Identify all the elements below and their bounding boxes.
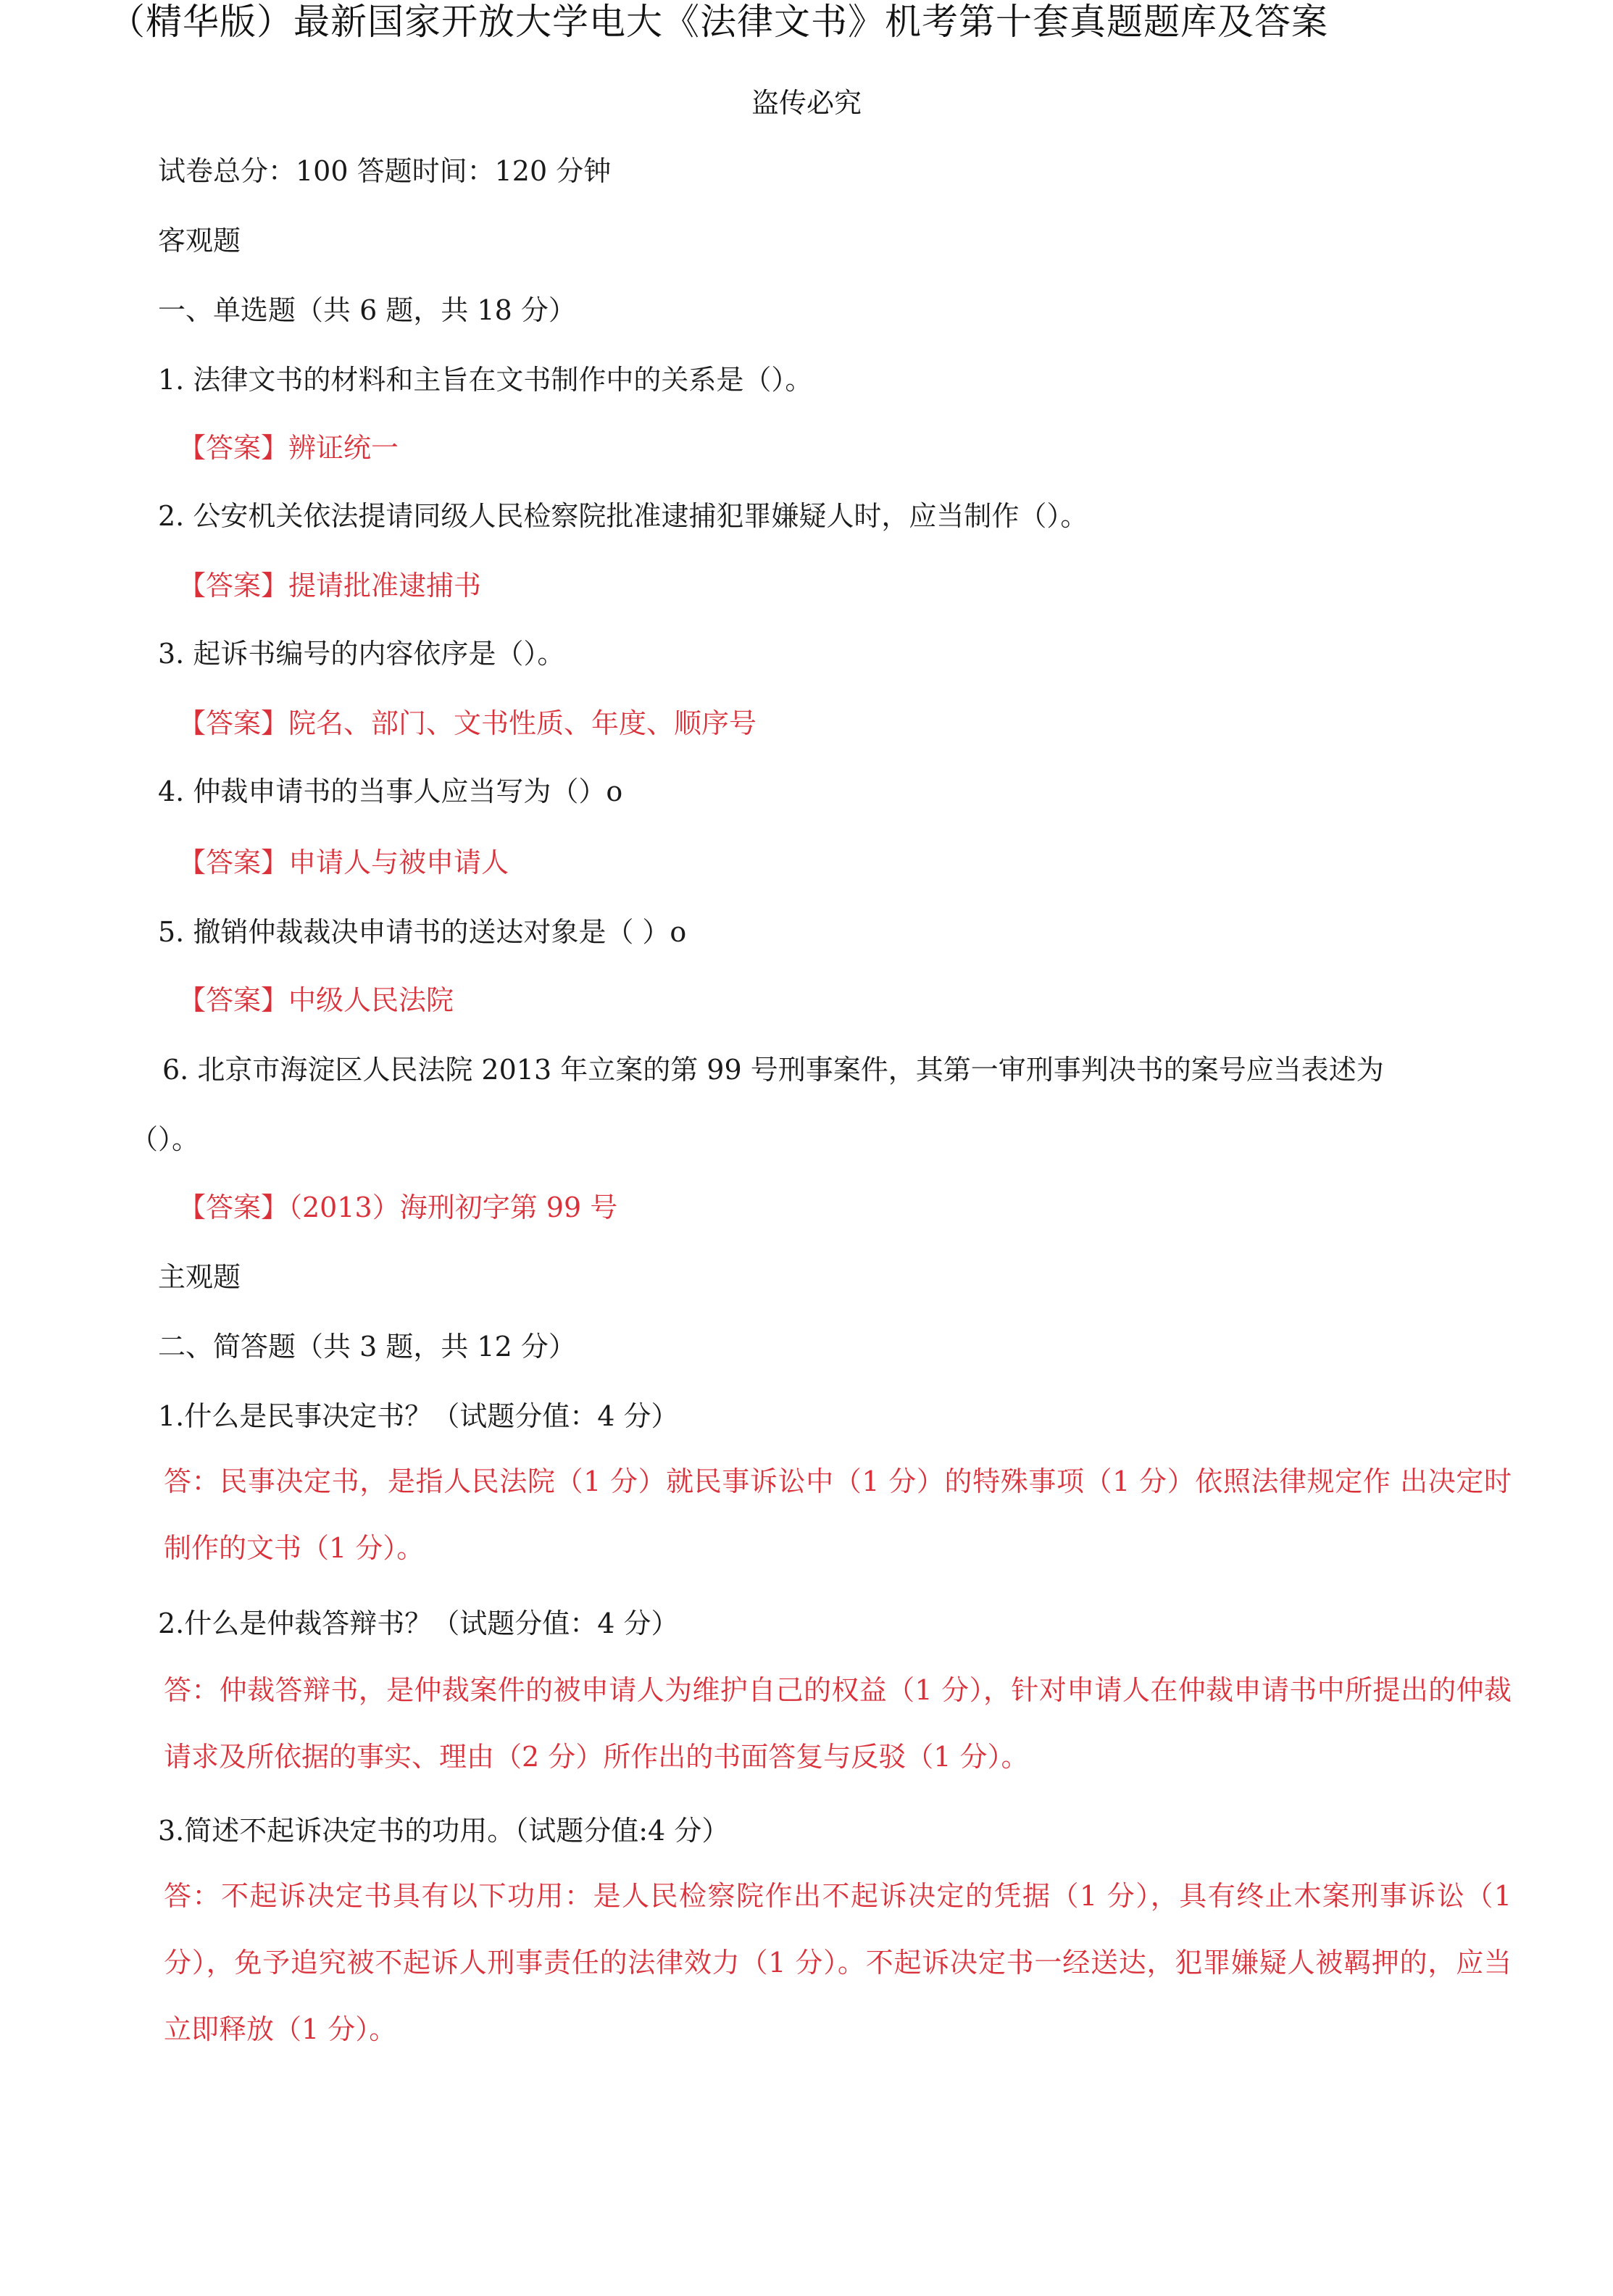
mcq-question-3: 3. 起诉书编号的内容依序是（）。 <box>158 638 565 670</box>
short-answer-3-text: 答：不起诉决定书具有以下功用：是人民检察院作出不起诉决定的凭据（1 分），具有终止木案刑事诉讼（1 分），免予追究被不起诉人刑事责任的法律效力（1 分）。不起诉决定书一经送达，犯罪嫌疑人被羁押的，应当立即释放（1 分）。 <box>164 1880 1512 2045</box>
mcq-answer-6: 【答案】（2013）海刑初字第 99 号 <box>178 1191 618 1223</box>
short-answer-2 <box>106 1657 1512 1790</box>
mcq-answer-5: 【答案】中级人民法院 <box>178 984 454 1016</box>
short-question-1: 1.什么是民事决定书？（试题分值：4 分） <box>158 1400 679 1432</box>
mcq-question-5: 5. 撤销仲裁裁决申请书的送达对象是（ ）o <box>158 916 687 948</box>
document-title: （精华版）最新国家开放大学电大《法律文书》机考第十套真题题库及答案 <box>109 1 1328 43</box>
short-answer-1-text: 答：民事决定书，是指人民法院（1 分）就民事诉讼中（1 分）的特殊事项（1 分）依照法律规定作 出决定时制作的文书（1 分）。 <box>164 1465 1512 1564</box>
mcq-answer-3: 【答案】院名、部门、文书性质、年度、顺序号 <box>178 707 757 739</box>
mcq-question-2: 2. 公安机关依法提请同级人民检察院批准逮捕犯罪嫌疑人时，应当制作（）。 <box>158 500 1088 532</box>
short-question-3: 3.简述不起诉决定书的功用。（试题分值:4 分） <box>158 1815 730 1847</box>
mcq-answer-4: 【答案】申请人与被申请人 <box>178 847 509 878</box>
mcq-question-6: 6. 北京市海淀区人民法院 2013 年立案的第 99 号刑事案件，其第一审刑事判决书的案号应当表述为 <box>162 1054 1384 1086</box>
mcq-question-6-cont: （）。 <box>130 1123 200 1155</box>
section-heading-short: 二、简答题（共 3 题，共 12 分） <box>158 1331 576 1363</box>
short-answer-1 <box>106 1448 1512 1581</box>
short-answer-2-text: 答：仲裁答辩书，是仲裁案件的被申请人为维护自己的权益（1 分），针对申请人在仲裁申请书中所提出的仲裁请求及所依据的事实、理由（2 分）所作出的书面答复与反驳（1 分）。 <box>164 1674 1512 1773</box>
short-answer-3 <box>106 1863 1512 2063</box>
objective-heading: 客观题 <box>158 225 241 257</box>
section-heading-mcq: 一、单选题（共 6 题，共 18 分） <box>158 294 576 326</box>
mcq-question-1: 1. 法律文书的材料和主旨在文书制作中的关系是（）。 <box>158 364 813 396</box>
exam-meta: 试卷总分：100 答题时间：120 分钟 <box>158 155 612 187</box>
mcq-answer-1: 【答案】辨证统一 <box>178 432 399 464</box>
short-question-2: 2.什么是仲裁答辩书？（试题分值：4 分） <box>158 1607 679 1639</box>
mcq-answer-2: 【答案】提请批准逮捕书 <box>178 570 482 602</box>
mcq-question-4: 4. 仲裁申请书的当事人应当写为（）o <box>158 775 623 807</box>
subjective-heading: 主观题 <box>158 1261 241 1293</box>
document-subtitle: 盗传必究 <box>751 87 862 119</box>
